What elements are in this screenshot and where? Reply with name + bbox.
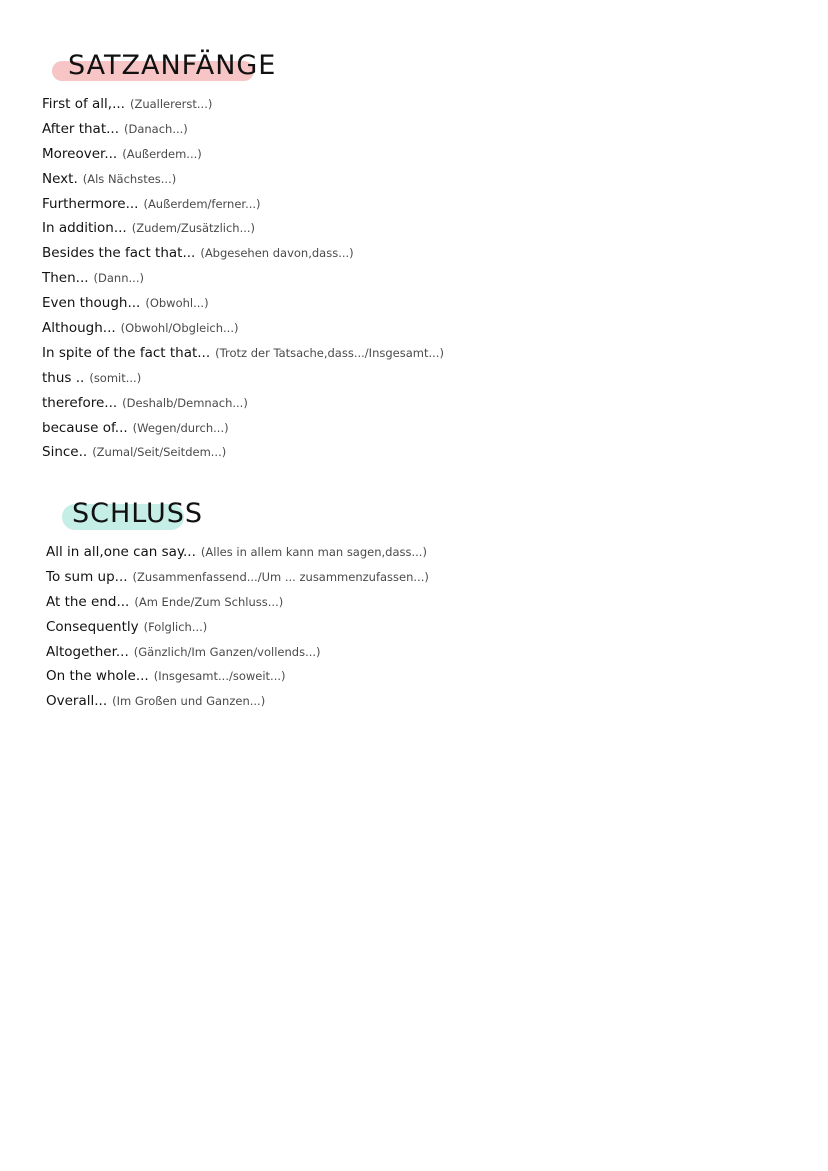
phrase-german: (Gänzlich/Im Ganzen/vollends...) [133, 644, 321, 659]
phrase-german: (somit...) [89, 370, 142, 385]
phrase-english: Although... [42, 320, 116, 337]
section-heading-satzanfaenge [56, 50, 277, 81]
phrase-german: (Folglich...) [143, 619, 208, 634]
phrase-english: Consequently [46, 618, 139, 635]
phrase-german: (Zusammenfassend.../Um ... zusammenzufassen...) [132, 569, 429, 584]
phrase-row [46, 539, 429, 564]
phrase-row [42, 415, 444, 440]
phrase-english: First of all,... [42, 96, 125, 112]
phrase-row [46, 663, 429, 688]
phrase-english: After that... [42, 120, 119, 137]
phrase-english: Besides the fact that... [42, 245, 196, 262]
phrase-english: because of... [42, 419, 128, 436]
phrase-row [42, 116, 444, 141]
phrase-german: (Zudem/Zusätzlich...) [131, 221, 256, 236]
phrase-german: (Im Großen und Ganzen...) [112, 694, 266, 709]
phrase-german: (Deshalb/Demnach...) [122, 395, 248, 410]
phrase-row [42, 141, 444, 166]
phrase-row [42, 240, 444, 265]
phrase-row [42, 290, 444, 315]
phrase-row [42, 191, 444, 216]
phrase-english: Next. [42, 170, 78, 187]
phrase-german: (Dann...) [93, 271, 144, 286]
phrase-row [46, 688, 429, 713]
phrase-row [46, 589, 429, 614]
phrase-english: Altogether... [46, 643, 129, 660]
phrase-row [42, 390, 444, 415]
phrase-german: (Abgesehen davon,dass...) [200, 246, 354, 261]
phrase-row [42, 91, 444, 116]
phrase-english: Overall... [46, 693, 108, 710]
phrase-german: (Danach...) [124, 121, 188, 136]
phrase-english: thus .. [42, 369, 85, 386]
phrase-english: In addition... [42, 220, 127, 237]
phrase-german: (Insgesamt.../soweit...) [153, 669, 286, 684]
phrase-row [42, 439, 444, 464]
phrase-row [42, 315, 444, 340]
phrase-row [42, 166, 444, 191]
phrase-row [46, 639, 429, 664]
phrase-german: (Zuallererst...) [129, 97, 213, 111]
phrase-row [42, 365, 444, 390]
section-title: SATZANFÄNGE [68, 50, 277, 81]
phrase-german: (Zumal/Seit/Seitdem...) [92, 445, 227, 460]
phrase-german: (Wegen/durch...) [132, 420, 229, 435]
phrase-english: Furthermore... [42, 195, 139, 212]
phrase-german: (Trotz der Tatsache,dass.../Insgesamt...) [215, 345, 444, 360]
section-title: SCHLUSS [72, 498, 204, 529]
phrase-english: To sum up... [46, 568, 128, 585]
phrase-row [46, 564, 429, 589]
phrase-english: Since.. [42, 444, 88, 461]
phrase-row [42, 340, 444, 365]
phrase-english: Then... [42, 270, 89, 287]
phrase-english: therefore... [42, 394, 118, 411]
phrase-german: (Obwohl...) [145, 296, 209, 311]
phrase-row [42, 265, 444, 290]
phrase-german: (Als Nächstes...) [82, 171, 177, 186]
phrase-english: On the whole... [46, 668, 149, 685]
phrase-list-satzanfaenge [42, 91, 444, 464]
phrase-row [46, 614, 429, 639]
phrase-english: All in all,one can say... [46, 544, 196, 560]
phrase-english: In spite of the fact that... [42, 344, 211, 361]
phrase-german: (Am Ende/Zum Schluss...) [134, 594, 284, 609]
phrase-english: At the end... [46, 593, 130, 610]
phrase-row [42, 215, 444, 240]
phrase-german: (Alles in allem kann man sagen,dass...) [200, 545, 427, 559]
phrase-german: (Außerdem/ferner...) [143, 196, 261, 211]
phrase-list-schluss [46, 539, 429, 713]
phrase-english: Moreover... [42, 145, 118, 162]
phrase-english: Even though... [42, 295, 141, 312]
section-heading-schluss [62, 498, 204, 529]
phrase-german: (Obwohl/Obgleich...) [120, 321, 239, 336]
phrase-german: (Außerdem...) [122, 146, 202, 161]
